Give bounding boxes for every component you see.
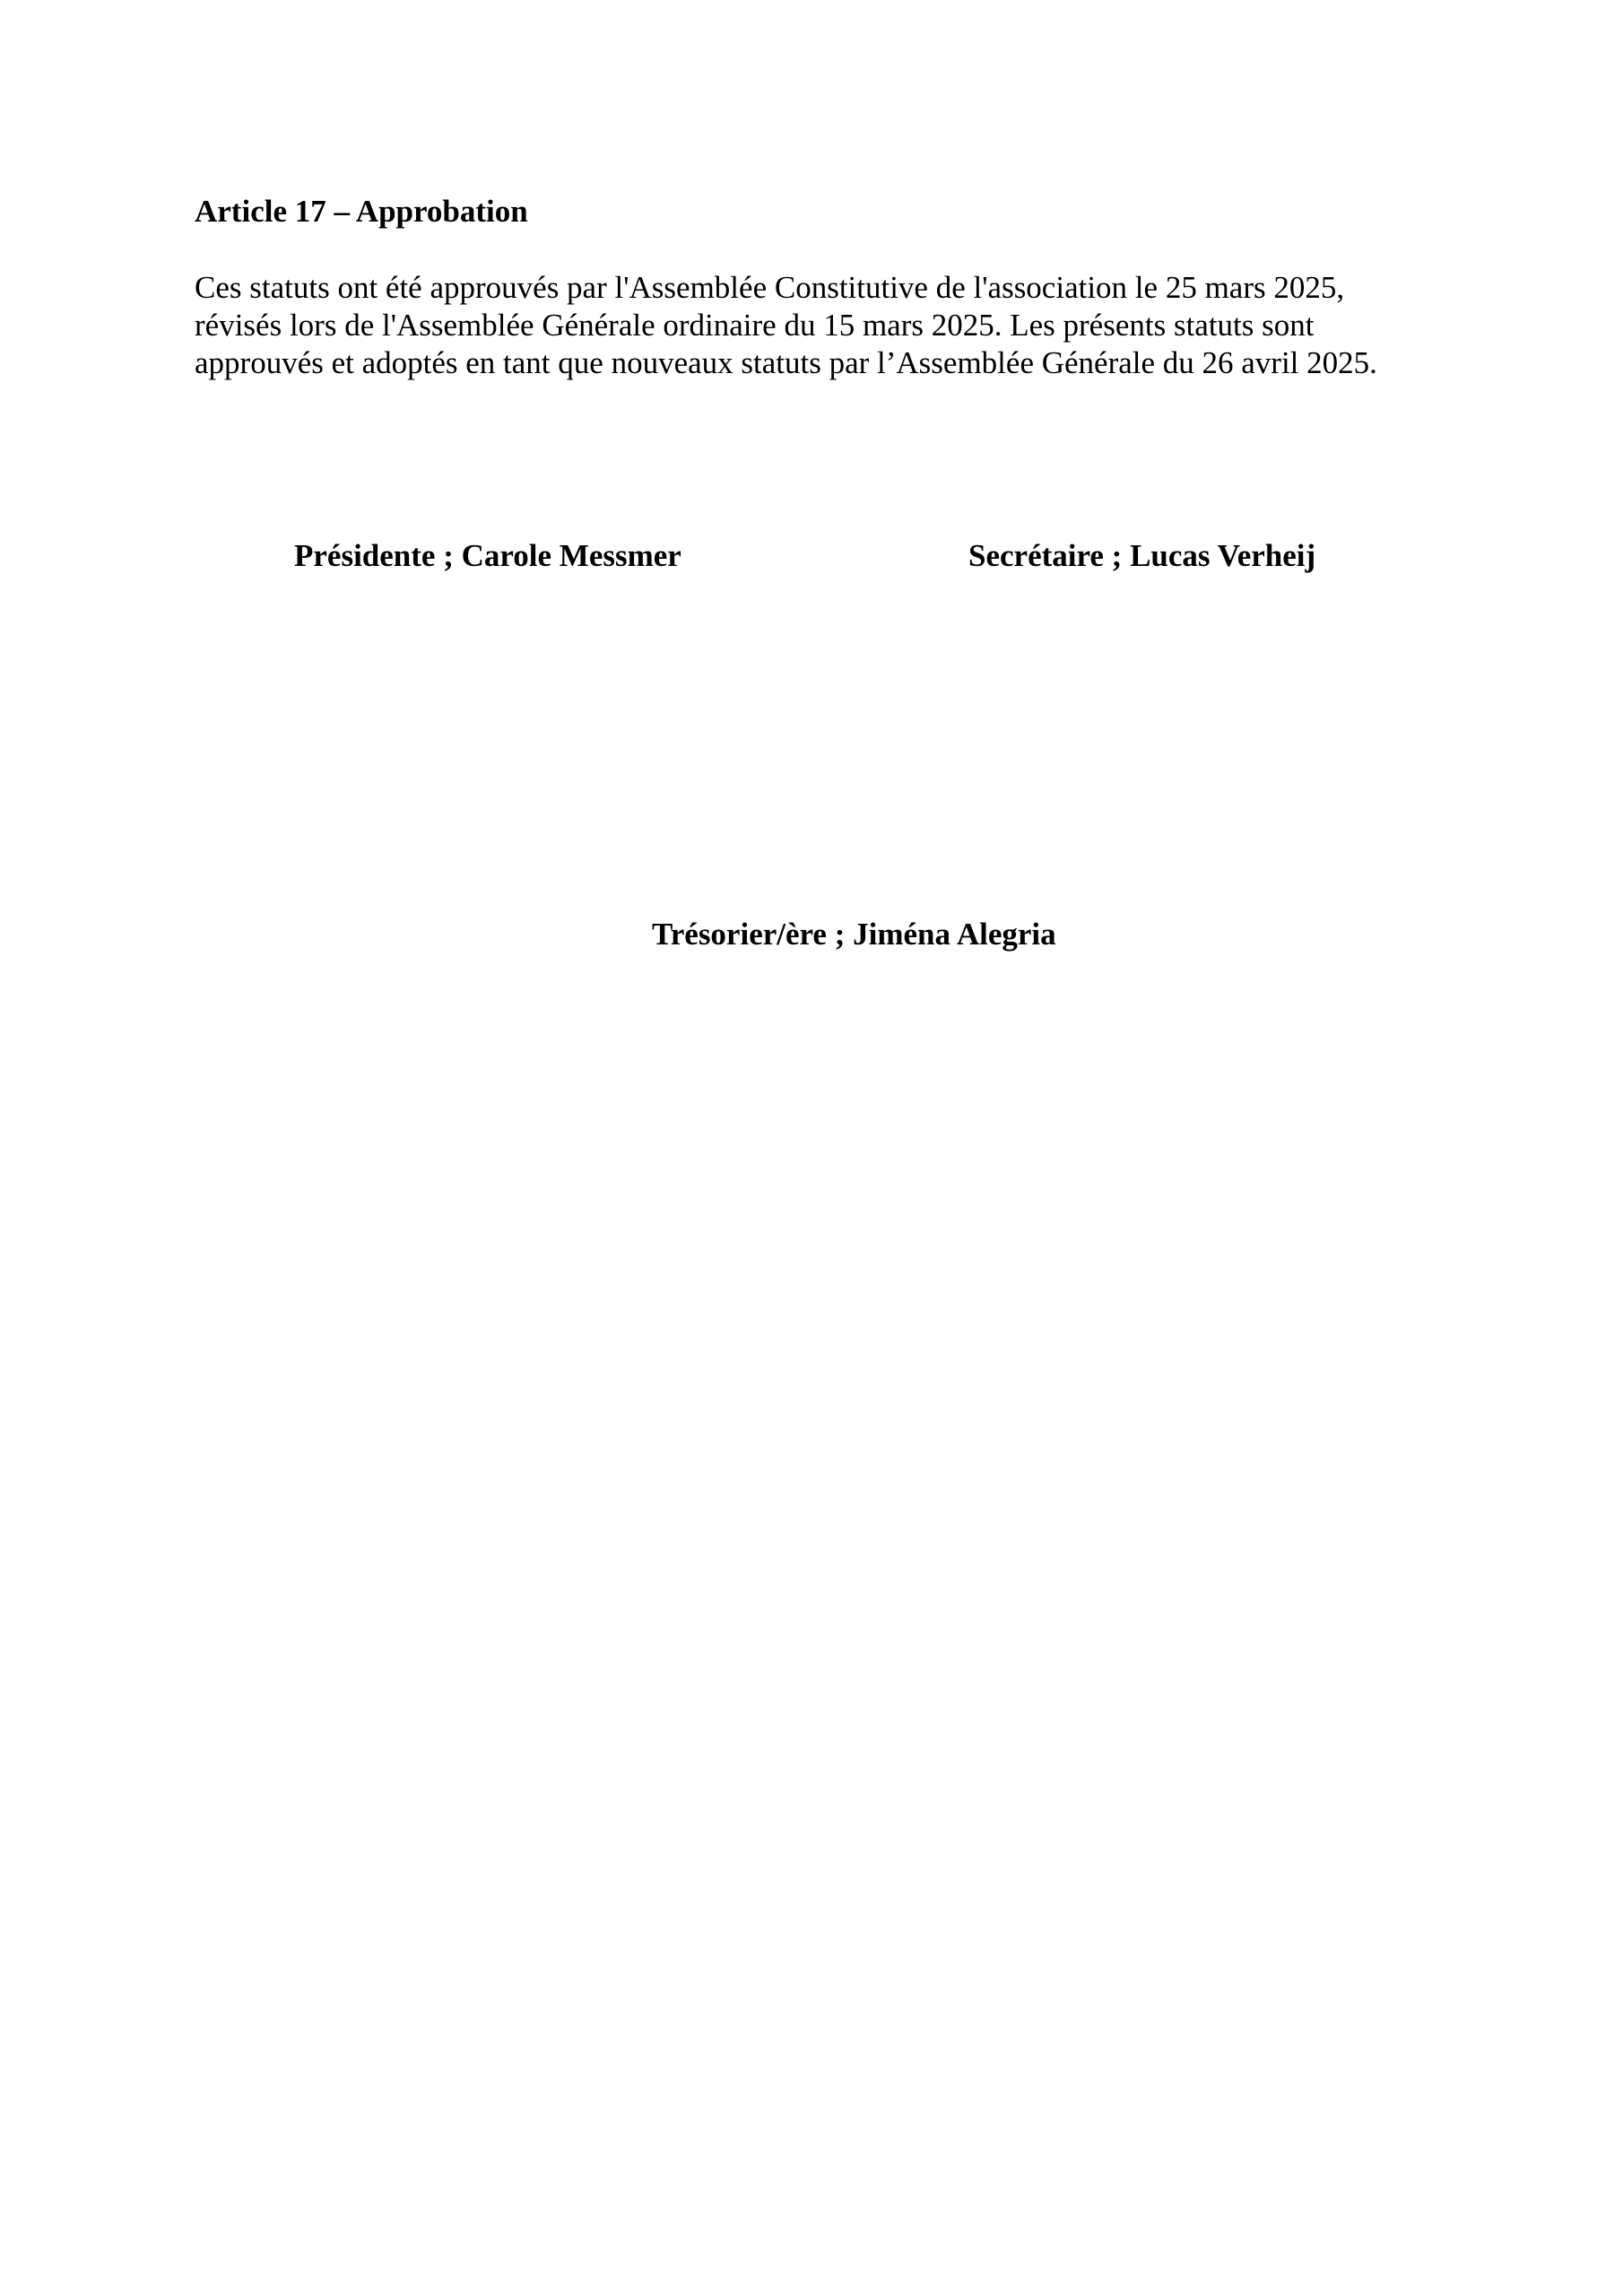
signature-president: Présidente ; Carole Messmer: [294, 538, 681, 573]
article-heading: Article 17 – Approbation: [195, 194, 528, 229]
signature-treasurer: Trésorier/ère ; Jiména Alegria: [652, 917, 1056, 952]
paragraph-line: Ces statuts ont été approuvés par l'Assemblée Constitutive de l'association le 25 mars 2025,: [195, 270, 1345, 305]
signature-secretary: Secrétaire ; Lucas Verheij: [968, 538, 1316, 573]
article-paragraph: [195, 269, 1468, 382]
paragraph-line: révisés lors de l'Assemblée Générale ordinaire du 15 mars 2025. Les présents statuts sont: [195, 308, 1315, 343]
paragraph-line: approuvés et adoptés en tant que nouveaux statuts par l’Assemblée Générale du 26 avril 2025.: [195, 345, 1377, 380]
